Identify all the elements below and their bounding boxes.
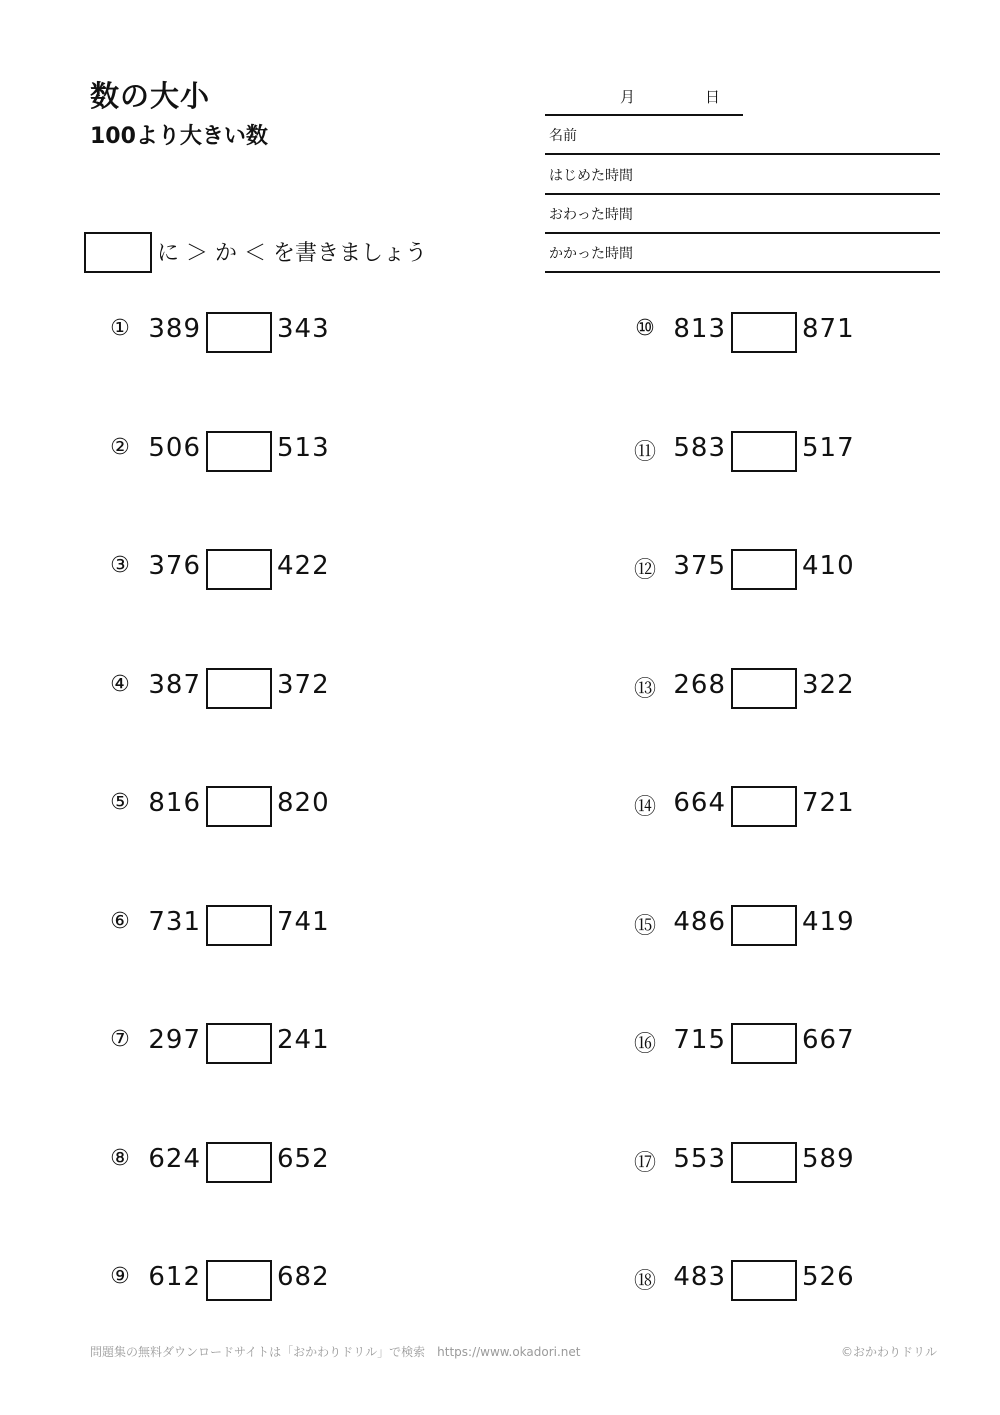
left-number: 664 <box>673 788 726 818</box>
right-number: 652 <box>277 1144 330 1174</box>
right-number: 410 <box>802 551 855 581</box>
answer-box[interactable] <box>731 1023 797 1064</box>
right-number: 682 <box>277 1262 330 1292</box>
right-number: 343 <box>277 314 330 344</box>
answer-box[interactable] <box>206 1023 272 1064</box>
answer-box[interactable] <box>731 431 797 472</box>
problem-number: ⑨ <box>110 1264 130 1289</box>
right-number: 667 <box>802 1025 855 1055</box>
left-number: 624 <box>148 1144 201 1174</box>
problem-number: ⑪ <box>633 440 656 465</box>
month-label: 月 <box>620 88 636 106</box>
left-number: 268 <box>673 670 726 700</box>
left-number: 376 <box>148 551 201 581</box>
right-number: 820 <box>277 788 330 818</box>
right-number: 322 <box>802 670 855 700</box>
elapsed-time-label: かかった時間 <box>549 246 633 262</box>
answer-box[interactable] <box>206 431 272 472</box>
left-number: 486 <box>673 907 726 937</box>
answer-box[interactable] <box>731 549 797 590</box>
footer-note: 問題集の無料ダウンロードサイトは「おかわりドリル」で検索 https://www.okadori.net <box>90 1345 581 1359</box>
answer-box[interactable] <box>206 668 272 709</box>
left-number: 506 <box>148 433 201 463</box>
problem-number: ⑩ <box>635 316 655 341</box>
problem-number: ⑦ <box>110 1027 130 1052</box>
answer-box[interactable] <box>206 786 272 827</box>
left-number: 813 <box>673 314 726 344</box>
answer-box[interactable] <box>731 786 797 827</box>
name-field <box>545 115 940 155</box>
left-number: 387 <box>148 670 201 700</box>
right-number: 513 <box>277 433 330 463</box>
right-number: 241 <box>277 1025 330 1055</box>
instruction-example-box <box>84 232 152 273</box>
day-label: 日 <box>705 88 721 106</box>
problem-number: ⑰ <box>633 1151 656 1176</box>
problem-number: ⑱ <box>633 1269 656 1294</box>
answer-box[interactable] <box>731 905 797 946</box>
right-number: 721 <box>802 788 855 818</box>
left-number: 553 <box>673 1144 726 1174</box>
answer-box[interactable] <box>731 668 797 709</box>
left-number: 612 <box>148 1262 201 1292</box>
footer-copyright: ©おかわりドリル <box>840 1345 937 1359</box>
left-number: 375 <box>673 551 726 581</box>
problem-number: ⑥ <box>110 909 130 934</box>
answer-box[interactable] <box>731 1142 797 1183</box>
right-number: 871 <box>802 314 855 344</box>
problem-number: ① <box>110 316 130 341</box>
answer-box[interactable] <box>206 549 272 590</box>
problem-number: ③ <box>110 553 130 578</box>
answer-box[interactable] <box>206 312 272 353</box>
right-number: 526 <box>802 1262 855 1292</box>
left-number: 297 <box>148 1025 201 1055</box>
right-number: 741 <box>277 907 330 937</box>
left-number: 816 <box>148 788 201 818</box>
problem-number: ② <box>110 435 130 460</box>
worksheet-subtitle: 100より大きい数 <box>90 124 268 149</box>
right-number: 589 <box>802 1144 855 1174</box>
right-number: 419 <box>802 907 855 937</box>
problem-number: ⑭ <box>633 795 656 820</box>
answer-box[interactable] <box>206 905 272 946</box>
left-number: 483 <box>673 1262 726 1292</box>
problem-number: ⑮ <box>633 914 656 939</box>
answer-box[interactable] <box>731 1260 797 1301</box>
date-field <box>545 84 743 116</box>
end-time-field <box>545 194 940 234</box>
right-number: 372 <box>277 670 330 700</box>
end-time-label: おわった時間 <box>549 207 633 223</box>
answer-box[interactable] <box>731 312 797 353</box>
problem-number: ⑯ <box>633 1032 656 1057</box>
elapsed-time-field <box>545 233 940 273</box>
right-number: 517 <box>802 433 855 463</box>
problem-number: ⑫ <box>633 558 656 583</box>
name-label: 名前 <box>549 128 577 144</box>
instruction-text: に ＞ か ＜ を書きましょう <box>157 241 427 266</box>
answer-box[interactable] <box>206 1142 272 1183</box>
right-number: 422 <box>277 551 330 581</box>
start-time-field <box>545 155 940 195</box>
left-number: 583 <box>673 433 726 463</box>
answer-box[interactable] <box>206 1260 272 1301</box>
problem-number: ⑧ <box>110 1146 130 1171</box>
worksheet-title: 数の大小 <box>90 79 211 113</box>
left-number: 715 <box>673 1025 726 1055</box>
left-number: 731 <box>148 907 201 937</box>
problem-number: ④ <box>110 672 130 697</box>
problem-number: ⑤ <box>110 790 130 815</box>
problem-number: ⑬ <box>633 677 656 702</box>
left-number: 389 <box>148 314 201 344</box>
start-time-label: はじめた時間 <box>549 168 633 184</box>
